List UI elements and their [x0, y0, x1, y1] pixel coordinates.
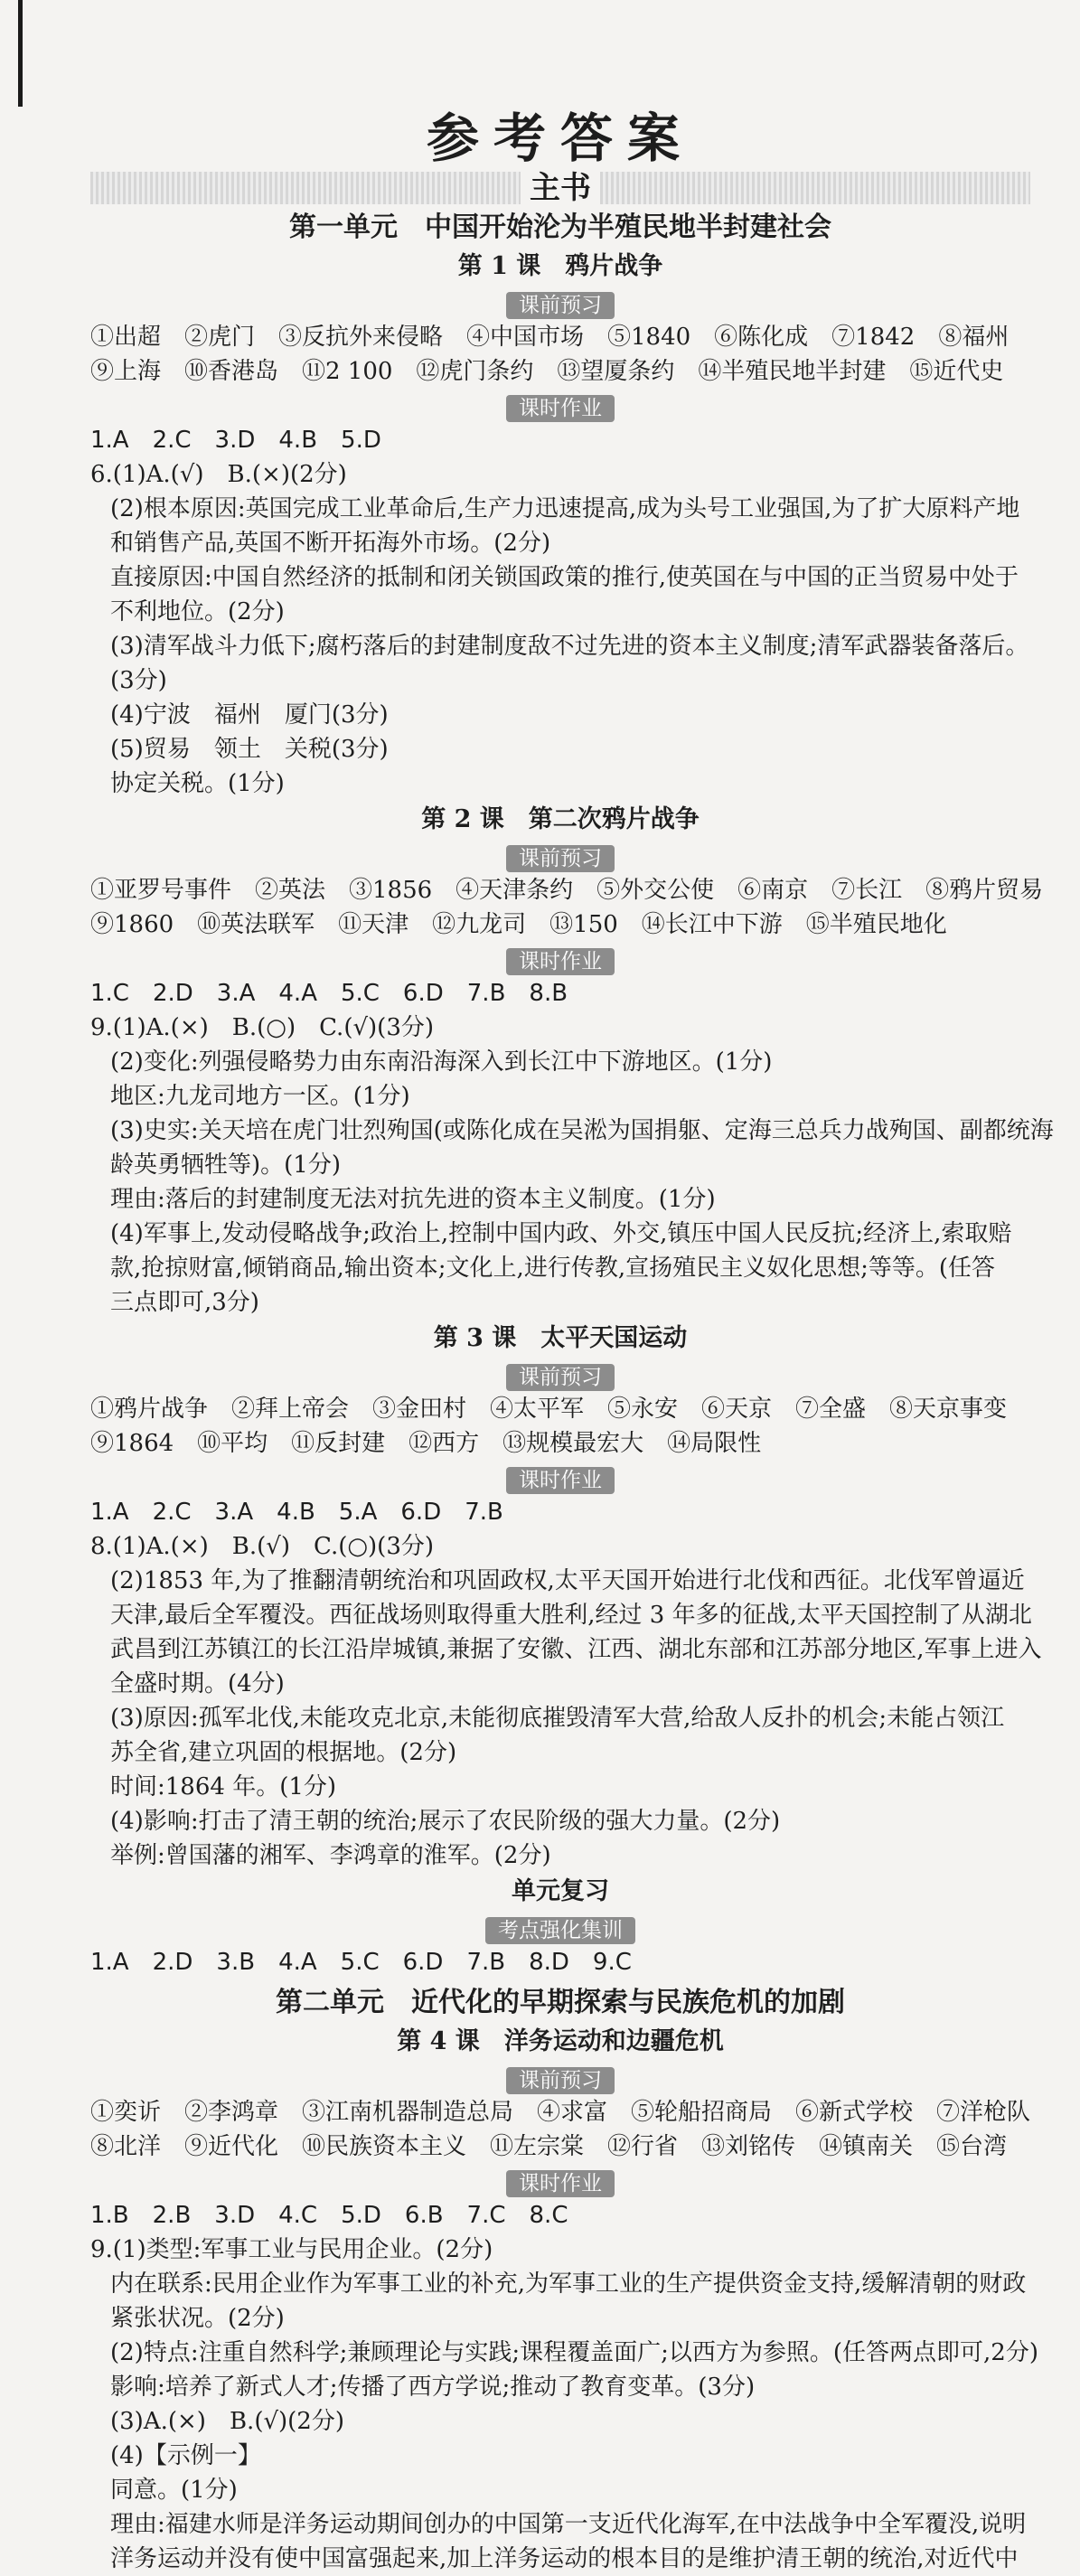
answer-line: (3分) — [110, 667, 167, 694]
mc-answers: 1.B 2.B 3.D 4.C 5.D 6.B 7.C 8.C — [90, 2202, 568, 2229]
answer-line: (3)清军战斗力低下;腐朽落后的封建制度敌不过先进的资本主义制度;清军武器装备落后。 — [110, 633, 1029, 660]
answer-line: (4)军事上,发动侵略战争;政治上,控制中国内政、外交,镇压中国人民反抗;经济上,索取赔 — [110, 1220, 1012, 1247]
answer-line: 洋务运动并没有使中国富强起来,加上洋务运动的根本目的是维护清王朝的统治,对近代中 — [110, 2545, 1019, 2572]
answer-line: 天津,最后全军覆没。西征战场则取得重大胜利,经过 3 年多的征战,太平天国控制了从湖北 — [110, 1602, 1032, 1629]
section-tag: 课前预习 — [506, 2067, 615, 2094]
answer-line: 武昌到江苏镇江的长江沿岸城镇,兼据了安徽、江西、湖北东部和江苏部分地区,军事上进入 — [110, 1636, 1042, 1663]
answer-line: (4)【示例一】 — [110, 2442, 261, 2469]
lesson-title: 第 3 课 太平天国运动 — [433, 1324, 688, 1352]
section-tag: 课时作业 — [506, 1467, 615, 1494]
answer-line: 同意。(1分) — [110, 2477, 238, 2504]
binding-edge — [18, 0, 23, 107]
section-tag: 课前预习 — [506, 845, 615, 872]
answer-line: 9.(1)A.(×) B.(○) C.(√)(3分) — [90, 1014, 435, 1041]
answer-line: (3)史实:关天培在虎门壮烈殉国(或陈化成在吴淞为国捐躯、定海三总兵力战殉国、副都统海 — [110, 1117, 1054, 1144]
mc-answers: 1.C 2.D 3.A 4.A 5.C 6.D 7.B 8.B — [90, 980, 568, 1007]
answer-line: ①鸦片战争 ②拜上帝会 ③金田村 ④太平军 ⑤永安 ⑥天京 ⑦全盛 ⑧天京事变 — [90, 1396, 1008, 1423]
answer-line: 9.(1)类型:军事工业与民用企业。(2分) — [90, 2236, 493, 2263]
mc-answers: 1.A 2.C 3.A 4.B 5.A 6.D 7.B — [90, 1499, 503, 1526]
page-title: 参考答案 — [426, 108, 694, 169]
answer-line: (2)根本原因:英国完成工业革命后,生产力迅速提高,成为头号工业强国,为了扩大原料产地 — [110, 495, 1020, 522]
answer-line: ①出超 ②虎门 ③反抗外来侵略 ④中国市场 ⑤1840 ⑥陈化成 ⑦1842 ⑧福州 — [90, 324, 1010, 351]
answer-page — [90, 107, 1054, 2576]
answer-line: 和销售产品,英国不断开拓海外市场。(2分) — [110, 530, 551, 557]
answer-line: (2)变化:列强侵略势力由东南沿海深入到长江中下游地区。(1分) — [110, 1048, 773, 1076]
answer-line: 不利地位。(2分) — [110, 598, 285, 625]
mc-answers: 1.A 2.D 3.B 4.A 5.C 6.D 7.B 8.D 9.C — [90, 1949, 632, 1976]
answer-line: ⑧北洋 ⑨近代化 ⑩民族资本主义 ⑪左宗棠 ⑫行省 ⑬刘铭传 ⑭镇南关 ⑮台湾 — [90, 2133, 1008, 2160]
section-tag: 课时作业 — [506, 395, 615, 422]
answer-line: 龄英勇牺牲等)。(1分) — [110, 1152, 341, 1179]
answer-line: 协定关税。(1分) — [110, 770, 285, 797]
answer-line: 举例:曾国藩的湘军、李鸿章的淮军。(2分) — [110, 1842, 551, 1869]
answer-line: 直接原因:中国自然经济的抵制和闭关锁国政策的推行,使英国在与中国的正当贸易中处于 — [110, 564, 1019, 591]
answer-line: ⑨1860 ⑩英法联军 ⑪天津 ⑫九龙司 ⑬150 ⑭长江中下游 ⑮半殖民地化 — [90, 911, 947, 938]
section-tag: 考点强化集训 — [485, 1917, 635, 1944]
answer-line: ⑨上海 ⑩香港岛 ⑪2 100 ⑫虎门条约 ⑬望厦条约 ⑭半殖民地半封建 ⑮近代史 — [90, 358, 1004, 385]
answer-line: 6.(1)A.(√) B.(×)(2分) — [90, 461, 347, 488]
book-label: 主书 — [521, 172, 600, 204]
answer-line: 紧张状况。(2分) — [110, 2305, 285, 2332]
answer-line: (3)原因:孤军北伐,未能攻克北京,未能彻底摧毁清军大营,给敌人反扑的机会;未能占领江 — [110, 1705, 1005, 1732]
lesson-title: 第 1 课 鸦片战争 — [457, 252, 663, 280]
unit-title: 第一单元 中国开始沦为半殖民地半封建社会 — [289, 212, 831, 243]
answer-line: 款,抢掠财富,倾销商品,输出资本;文化上,进行传教,宣扬殖民主义奴化思想;等等。(任答 — [110, 1255, 995, 1282]
lesson-title: 第 2 课 第二次鸦片战争 — [421, 805, 700, 833]
answer-line: 8.(1)A.(×) B.(√) C.(○)(3分) — [90, 1533, 435, 1560]
answer-line: (5)贸易 领土 关税(3分) — [110, 736, 389, 763]
answer-line: 地区:九龙司地方一区。(1分) — [110, 1083, 410, 1110]
answer-line: 影响:培养了新式人才;传播了西方学说;推动了教育变革。(3分) — [110, 2374, 756, 2401]
book-band — [90, 172, 1030, 204]
answer-line: ①亚罗号事件 ②英法 ③1856 ④天津条约 ⑤外交公使 ⑥南京 ⑦长江 ⑧鸦片贸易 — [90, 877, 1044, 904]
unit-title: 第二单元 近代化的早期探索与民族危机的加剧 — [276, 1987, 845, 2018]
answer-line: 内在联系:民用企业作为军事工业的补充,为军事工业的生产提供资金支持,缓解清朝的财政 — [110, 2270, 1027, 2298]
answer-line: 全盛时期。(4分) — [110, 1670, 285, 1697]
answer-line: (3)A.(×) B.(√)(2分) — [110, 2408, 344, 2435]
section-tag: 课前预习 — [506, 1364, 615, 1391]
answer-line: 理由:福建水师是洋务运动期间创办的中国第一支近代化海军,在中法战争中全军覆没,说明 — [110, 2511, 1027, 2538]
answer-line: ⑨1864 ⑩平均 ⑪反封建 ⑫西方 ⑬规模最宏大 ⑭局限性 — [90, 1430, 762, 1457]
answer-line: (4)影响:打击了清王朝的统治;展示了农民阶级的强大力量。(2分) — [110, 1808, 781, 1835]
answer-line: 三点即可,3分) — [110, 1289, 259, 1316]
answer-line: (2)特点:注重自然科学;兼顾理论与实践;课程覆盖面广;以西方为参照。(任答两点即可,2分) — [110, 2339, 1038, 2366]
section-tag: 课时作业 — [506, 948, 615, 975]
lesson-title: 第 4 课 洋务运动和边疆危机 — [397, 2027, 724, 2055]
answer-line: ①奕䜣 ②李鸿章 ③江南机器制造总局 ④求富 ⑤轮船招商局 ⑥新式学校 ⑦洋枪队 — [90, 2099, 1031, 2126]
answer-line: (4)宁波 福州 厦门(3分) — [110, 701, 389, 729]
answer-line: 理由:落后的封建制度无法对抗先进的资本主义制度。(1分) — [110, 1186, 716, 1213]
answer-line: 苏全省,建立巩固的根据地。(2分) — [110, 1739, 457, 1766]
review-title: 单元复习 — [512, 1877, 609, 1905]
section-tag: 课前预习 — [506, 292, 615, 319]
answer-line: 时间:1864 年。(1分) — [110, 1773, 337, 1800]
section-tag: 课时作业 — [506, 2170, 615, 2197]
answer-line: (2)1853 年,为了推翻清朝统治和巩固政权,太平天国开始进行北伐和西征。北伐军曾逼近 — [110, 1567, 1025, 1594]
mc-answers: 1.A 2.C 3.D 4.B 5.D — [90, 427, 381, 454]
